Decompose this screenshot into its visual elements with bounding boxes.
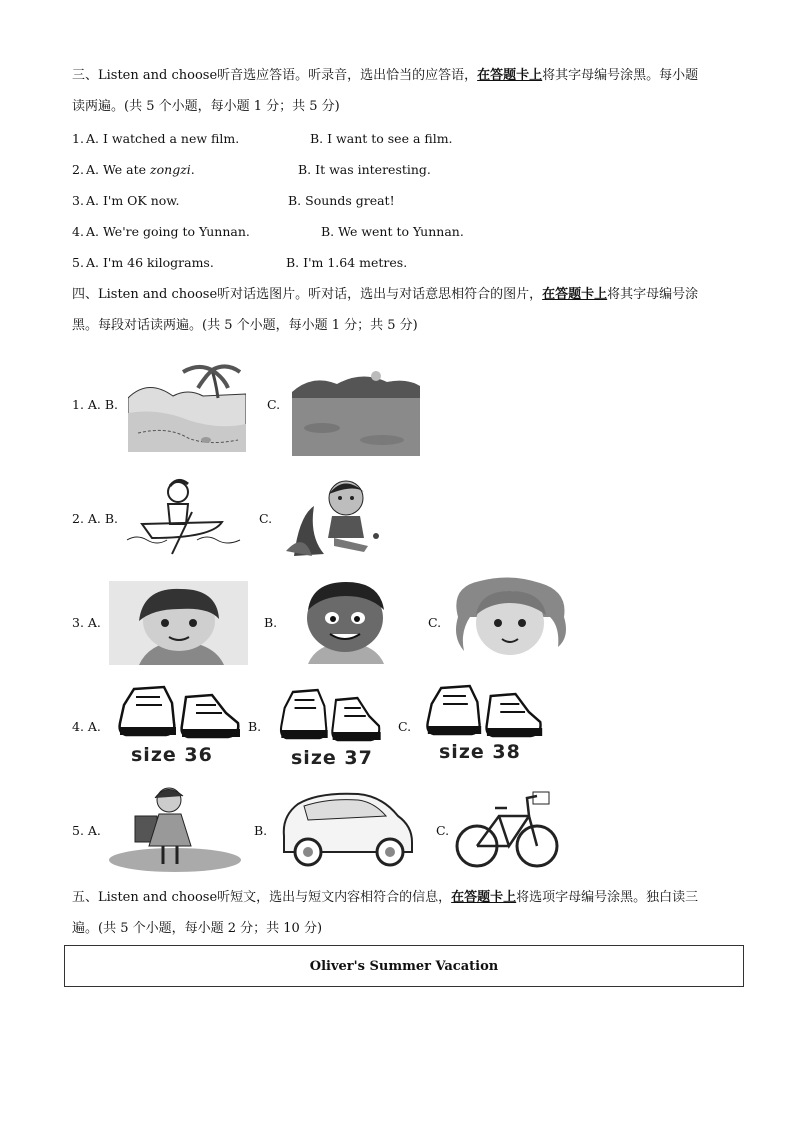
boy-rowing-boat-image bbox=[122, 474, 244, 558]
boy-dark-skin-image bbox=[290, 578, 400, 664]
section3-heading-line2: 读两遍。(共 5 个小题，每小题 1 分；共 5 分) bbox=[72, 99, 340, 114]
q3-option-b: B. Sounds great! bbox=[288, 193, 395, 208]
section3-heading-text-end: 将其字母编号涂黑。每小题 bbox=[542, 68, 699, 83]
section5-underlined-text: 在答题卡上 bbox=[451, 890, 517, 905]
girl-schoolbag-image bbox=[107, 784, 243, 874]
bicycle-image bbox=[455, 786, 559, 872]
q4-3-c-label: C. bbox=[428, 615, 442, 630]
q3-option-a: A. I'm OK now. bbox=[86, 193, 180, 208]
section3-underlined-text: 在答题卡上 bbox=[477, 68, 543, 83]
section5-heading-line2: 遍。(共 5 个小题，每小题 2 分；共 10 分) bbox=[72, 921, 323, 936]
q4-1-label: 1. A. B. bbox=[72, 397, 119, 412]
q4-4-c-label: C. bbox=[398, 719, 412, 734]
q5-number: 5. bbox=[72, 255, 84, 270]
q2-number: 2. bbox=[72, 162, 84, 177]
q4-option-b: B. We went to Yunnan. bbox=[321, 224, 464, 239]
q4-2-c-label: C. bbox=[259, 511, 273, 526]
beach-image bbox=[128, 358, 246, 452]
section5-heading-text-end: 将选项字母编号涂黑。独白读三 bbox=[516, 890, 699, 905]
boy-sitting-plants-image bbox=[284, 476, 384, 558]
q4-4-b-label: B. bbox=[248, 719, 262, 734]
q5-option-b: B. I'm 1.64 metres. bbox=[286, 255, 408, 270]
q2-option-a bbox=[86, 161, 195, 179]
q4-option-a: A. We're going to Yunnan. bbox=[86, 224, 250, 239]
q4-3-a-label: 3. A. bbox=[72, 615, 101, 630]
passage-title: Oliver's Summer Vacation bbox=[309, 958, 499, 974]
q4-3-b-label: B. bbox=[264, 615, 278, 630]
q4-number: 4. bbox=[72, 224, 84, 239]
section5-heading bbox=[72, 889, 698, 907]
q1-option-a: A. I watched a new film. bbox=[86, 131, 240, 146]
section3-heading bbox=[72, 67, 698, 85]
q2-option-a-italic: zongzi bbox=[150, 162, 191, 177]
grass-field-image bbox=[292, 368, 420, 456]
section4-heading-line2: 黑。每段对话读两遍。(共 5 个小题，每小题 1 分；共 5 分) bbox=[72, 318, 418, 333]
q4-2-label: 2. A. B. bbox=[72, 511, 119, 526]
q3-number: 3. bbox=[72, 193, 84, 208]
q4-5-c-label: C. bbox=[436, 823, 450, 838]
section4-underlined-text: 在答题卡上 bbox=[542, 287, 608, 302]
q2-option-a-post: . bbox=[190, 162, 195, 177]
q2-option-a-pre: A. We ate bbox=[86, 162, 151, 177]
section3-heading-text: 三、Listen and choose听音选应答语。听录音，选出恰当的应答语， bbox=[72, 68, 478, 83]
girl-ponytail-image bbox=[450, 577, 570, 663]
section4-heading-text: 四、Listen and choose听对话选图片。听对话，选出与对话意思相符合的图片， bbox=[72, 287, 543, 302]
size-36-label: size 36 bbox=[131, 744, 213, 766]
q4-5-b-label: B. bbox=[254, 823, 268, 838]
section4-heading bbox=[72, 286, 698, 304]
shoes-image bbox=[116, 683, 244, 743]
shoes-image-b bbox=[278, 686, 384, 746]
car-image bbox=[278, 786, 416, 870]
passage-title-box bbox=[64, 945, 744, 987]
section4-heading-text-end: 将其字母编号涂 bbox=[607, 287, 699, 302]
q4-1-c-label: C. bbox=[267, 397, 281, 412]
q5-option-a: A. I'm 46 kilograms. bbox=[86, 255, 214, 270]
shoes-image-c bbox=[424, 682, 546, 742]
q1-option-b: B. I want to see a film. bbox=[310, 131, 453, 146]
q2-option-b: B. It was interesting. bbox=[298, 162, 431, 177]
q1-number: 1. bbox=[72, 131, 84, 146]
size-37-label: size 37 bbox=[291, 747, 373, 769]
size-38-label: size 38 bbox=[439, 741, 521, 763]
q4-5-a-label: 5. A. bbox=[72, 823, 101, 838]
q4-4-a-label: 4. A. bbox=[72, 719, 101, 734]
boy-short-hair-image bbox=[109, 581, 248, 665]
section5-heading-text: 五、Listen and choose听短文，选出与短文内容相符合的信息， bbox=[72, 890, 452, 905]
